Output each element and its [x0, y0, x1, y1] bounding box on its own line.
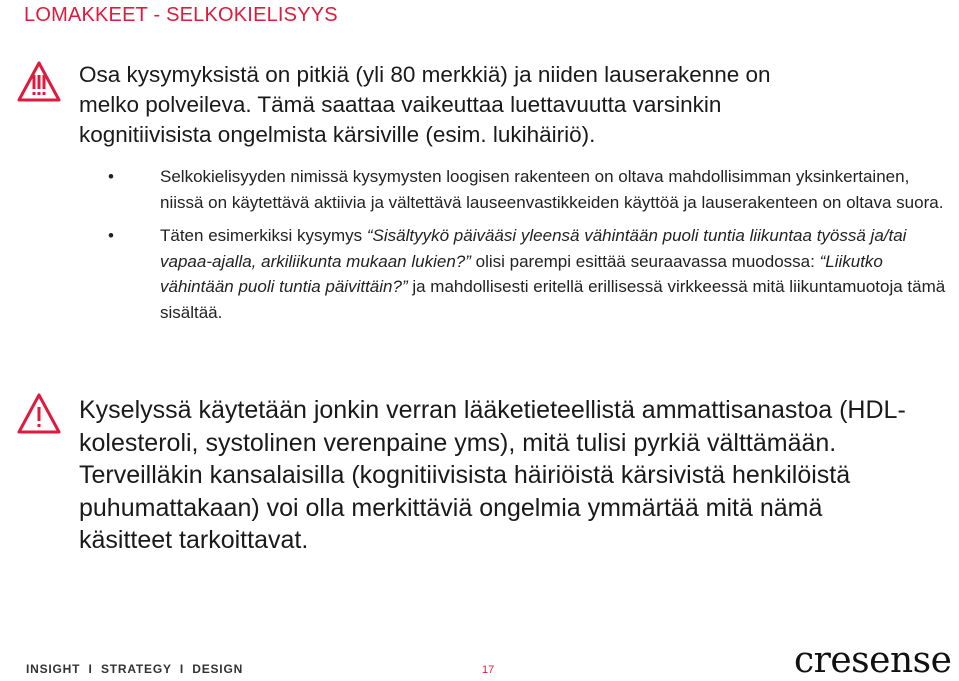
example-question-long: “Sisältyykö päivääsi yleensä vähintään puoli tuntia liikuntaa työssä ja/tai vapaa-ajalla, arkiliikunta mukaan lukien?” — [160, 226, 907, 271]
page-number: 17 — [482, 664, 495, 676]
example-question-short: “Liikutko vähintään puoli tuntia päivittäin?” — [160, 251, 883, 296]
intro-line: kognitiivisista ongelmista kärsiville (esim. lukihäiriö). — [79, 122, 596, 147]
bullet-text: ja mahdollisesti eritellä erillisessä virkkeessä mitä liikuntamuotoja tämä sisältää. — [160, 277, 946, 322]
bullet-text: olisi parempi esittää seuraavassa muodossa: — [470, 251, 820, 271]
bullet-text: Selkokielisyyden nimissä kysymysten loogisen rakenteen on oltava mahdollisimman yksinkertainen, niissä on käytettävä aktiivia ja vältettävä lauseenvastikkeiden käyttöä ja lauserakenteen on oltava suora. — [160, 167, 944, 212]
bullet-text: Täten esimerkiksi kysymys — [160, 226, 367, 245]
footer-tagline: INSIGHT I STRATEGY I DESIGN — [26, 662, 244, 676]
bullet-item — [108, 164, 948, 215]
bullet-dot: • — [108, 226, 114, 245]
warning-icon — [16, 392, 62, 436]
terminology-line: käsitteet tarkoittavat. — [79, 526, 309, 554]
terminology-line: puhumattakaan) voi olla merkittäviä ongelmia ymmärtää mitä nämä — [79, 493, 823, 522]
terminology-paragraph — [79, 394, 954, 557]
page-title: LOMAKKEET - SELKOKIELISYYS — [24, 4, 338, 26]
cresense-logo: cresense — [794, 640, 952, 681]
terminology-line: Terveilläkin kansalaisilla (kognitiivisista häiriöistä kärsivistä henkilöistä — [79, 461, 851, 489]
intro-paragraph — [79, 60, 939, 150]
intro-line: Osa kysymyksistä on pitkiä (yli 80 merkkiä) ja niiden lauserakenne on — [79, 62, 771, 87]
intro-line: melko polveileva. Tämä saattaa vaikeuttaa luettavuutta varsinkin — [79, 92, 722, 117]
terminology-line: kolesteroli, systolinen verenpaine yms), mitä tulisi pyrkiä välttämään. — [79, 428, 837, 457]
terminology-line: Kyselyssä käytetään jonkin verran lääketieteellistä ammattisanastoa (HDL- — [79, 396, 906, 424]
bullet-item — [108, 223, 948, 325]
warning-icon — [16, 60, 62, 104]
bullet-list — [108, 164, 948, 333]
bullet-dot: • — [108, 167, 114, 186]
